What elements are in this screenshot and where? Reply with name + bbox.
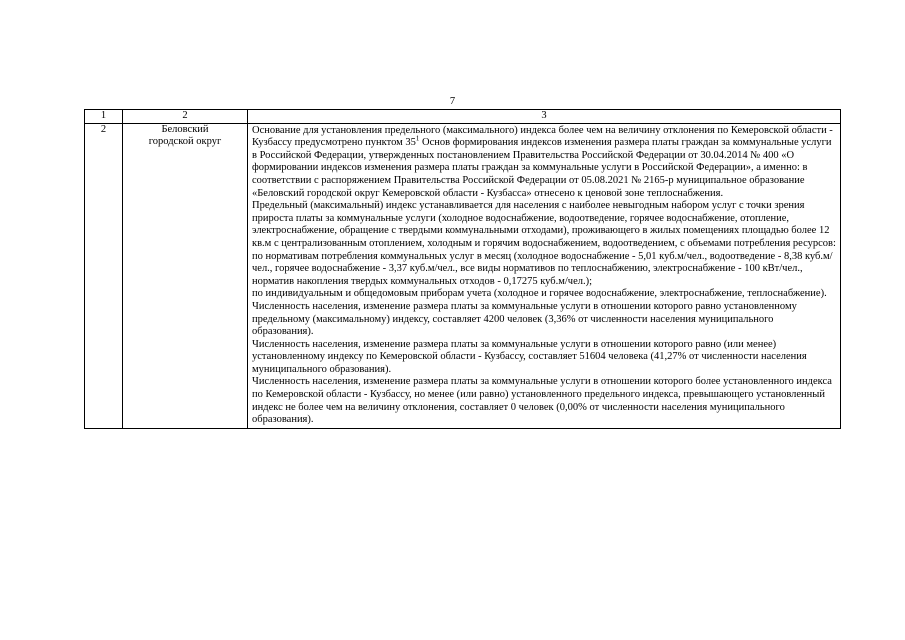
header-col-3: 3	[248, 110, 841, 124]
header-col-1: 1	[85, 110, 123, 124]
paragraph-basis-part-a: Основание для установления предельного (максимального) индекса более чем на величину отклонения по Кемеровской области - Кузбассу предусмотрено пунктом 35	[252, 124, 833, 149]
description-cell	[248, 123, 841, 428]
paragraph-index-scope: Предельный (максимальный) индекс устанавливается для населения с наиболее невыгодным набором услуг с точки зрения прироста платы за коммунальные услуги (холодное водоснабжение, водоотведение, горячее водоснабжение, отопление, электроснабжение, обращение с твердыми коммунальными отходами), проживающего в жилых помещениях площадью более 12 кв.м с централизованным отоплением, холодным и горячим водоснабжением, водоотведением, с объемами потребления ресурсов:	[252, 200, 836, 249]
header-col-2: 2	[123, 110, 248, 124]
municipality-name-line-2: городской округ	[148, 136, 222, 148]
paragraph-population-between: Численность населения, изменение размера платы за коммунальные услуги в отношении которого более установленного индекса по Кемеровской области - Кузбассу, но менее (или равно) установленного предельного индекса, превышающего установленный индекс не более чем на величину отклонения, составляет 0 человек (0,00% от численности населения муниципального образования).	[252, 376, 832, 426]
paragraph-meters: по индивидуальным и общедомовым приборам учета (холодное и горячее водоснабжение, электроснабжение, теплоснабжение).	[252, 288, 827, 300]
page-number: 7	[449, 96, 456, 107]
table-row	[85, 123, 841, 428]
municipality-name	[123, 123, 248, 428]
table-header-row	[85, 110, 841, 124]
paragraph-basis	[252, 125, 836, 201]
paragraph-population-below: Численность населения, изменение размера платы за коммунальные услуги в отношении которого равно (или менее) установленному индексу по Кемеровской области - Кузбассу, составляет 51604 человека (41,27% от численности населения муниципального образования).	[252, 338, 807, 375]
municipality-name-line-1: Беловский	[161, 123, 209, 135]
row-number: 2	[85, 123, 123, 428]
index-table	[84, 109, 841, 429]
paragraph-basis-part-b: Основ формирования индексов изменения размера платы граждан за коммунальные услуги в Российской Федерации, утвержденных постановлением Правительства Российской Федерации от 30.04.2014 № 400 «О формировании индексов изменения размера платы граждан за коммунальные услуги в Российской Федерации», а именно: в соответствии с распоряжением Правительства Российской Федерации от 05.08.2021 № 2165-р муниципальное образование «Беловский городской округ Кемеровской области - Кузбасса» отнесено к ценовой зоне теплоснабжения.	[252, 137, 832, 199]
footnote-superscript: 1	[415, 134, 420, 143]
paragraph-population-max: Численность населения, изменение размера платы за коммунальные услуги в отношении которого равно установленному предельному (максимальному) индексу, составляет 4200 человек (3,36% от численности населения муниципального образования).	[252, 300, 797, 338]
paragraph-norms: по нормативам потребления коммунальных услуг в месяц (холодное водоснабжение - 5,01 куб.м/чел., водоотведение - 8,38 куб.м/чел., горячее водоснабжение - 3,37 куб.м/чел., все виды нормативов по теплоснабжению, электроснабжение - 100 кВт/чел., норматив накопления твердых коммунальных отходов - 0,17275 куб.м/чел.);	[252, 250, 833, 287]
